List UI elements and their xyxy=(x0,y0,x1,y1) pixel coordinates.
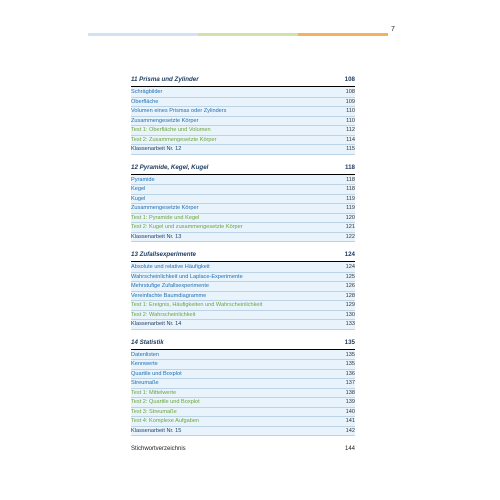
toc-entry-title: Pyramide xyxy=(131,176,155,183)
toc-entry-page: 118 xyxy=(346,176,355,183)
chapter-page: 135 xyxy=(344,338,355,346)
toc-entry-title: Absolute und relative Häufigkeit xyxy=(131,264,210,271)
toc-entry-title: Zusammengesetzte Körper xyxy=(131,117,199,124)
toc-entry-page: 135 xyxy=(345,361,355,368)
toc-entry-page: 128 xyxy=(345,292,355,299)
toc-entry-page: 120 xyxy=(345,214,355,221)
toc-entry-page: 133 xyxy=(345,321,355,328)
index-entry[interactable] xyxy=(131,446,355,452)
chapter-entries xyxy=(131,175,355,243)
toc-entry-page: 110 xyxy=(346,117,355,124)
chapter-title: 13 Zufallsexperimente xyxy=(131,251,196,258)
toc-entry-title: Wahrscheinlichkeit und Laplace-Experimente xyxy=(131,273,243,280)
toc-entry[interactable] xyxy=(131,427,355,437)
toc-entry-page: 121 xyxy=(345,224,355,231)
toc-entry-title: Test 3: Streumaße xyxy=(131,408,177,415)
toc-entry-title: Mehrstufige Zufallsexperimente xyxy=(131,283,210,290)
toc-entry[interactable] xyxy=(131,351,355,361)
toc-entry-page: 114 xyxy=(346,136,355,143)
toc-entry-title: Klassenarbeit Nr. 14 xyxy=(131,321,182,328)
chapter-entries xyxy=(131,350,355,437)
toc-entry[interactable] xyxy=(131,176,355,186)
toc-entry-title: Schrägbilder xyxy=(131,89,163,96)
toc-entry[interactable] xyxy=(131,311,355,321)
toc-entry-page: 126 xyxy=(345,283,355,290)
toc-entry-title: Kennwerte xyxy=(131,361,158,368)
header-color-bar xyxy=(88,33,388,36)
toc-chapter xyxy=(131,73,355,155)
toc-entry[interactable] xyxy=(131,185,355,195)
index-page: 144 xyxy=(344,446,355,452)
toc-entry-title: Zusammengesetzte Körper xyxy=(131,205,199,212)
toc-chapter xyxy=(131,161,355,243)
table-of-contents xyxy=(131,73,355,452)
toc-entry-title: Test 1: Mittelwerte xyxy=(131,389,177,396)
toc-entry-page: 119 xyxy=(346,195,355,202)
toc-entry[interactable] xyxy=(131,301,355,311)
toc-entry-title: Kegel xyxy=(131,186,146,193)
toc-entry-title: Test 4: Komplexe Aufgaben xyxy=(131,418,200,425)
toc-entry-title: Test 1: Ereignis, Häufigkeiten und Wahrscheinlichkeit xyxy=(131,302,263,309)
toc-entry[interactable] xyxy=(131,117,355,127)
toc-chapter xyxy=(131,336,355,437)
toc-entry-page: 136 xyxy=(345,370,355,377)
toc-entry-page: 108 xyxy=(345,89,355,96)
toc-entry-title: Volumen eines Prismas oder Zylinders xyxy=(131,108,227,115)
toc-entry[interactable] xyxy=(131,88,355,98)
toc-entry-title: Streumaße xyxy=(131,380,159,387)
toc-entry-title: Test 1: Pyramide und Kegel xyxy=(131,214,200,221)
toc-entry-page: 142 xyxy=(345,427,355,434)
toc-entry-page: 139 xyxy=(345,399,355,406)
chapter-title: 12 Pyramide, Kegel, Kugel xyxy=(131,163,209,171)
toc-entry[interactable] xyxy=(131,107,355,117)
toc-entry-page: 135 xyxy=(345,351,355,358)
chapter-heading[interactable] xyxy=(131,161,355,175)
toc-entry-page: 125 xyxy=(345,273,355,280)
toc-entry[interactable] xyxy=(131,273,355,283)
chapter-page: 124 xyxy=(344,251,355,258)
toc-entry[interactable] xyxy=(131,204,355,214)
toc-entry-page: 137 xyxy=(345,380,355,387)
chapter-page: 108 xyxy=(344,76,355,83)
toc-entry[interactable] xyxy=(131,389,355,399)
chapter-heading[interactable] xyxy=(131,73,355,87)
toc-entry[interactable] xyxy=(131,195,355,205)
toc-entry[interactable] xyxy=(131,126,355,136)
toc-entry-title: Datenlisten xyxy=(131,351,159,358)
toc-entry-page: 109 xyxy=(345,98,355,105)
toc-entry-title: Test 2: Zusammengesetzte Körper xyxy=(131,136,217,143)
toc-entry-title: Test 2: Quartile und Boxplot xyxy=(131,399,200,406)
toc-entry[interactable] xyxy=(131,98,355,108)
toc-entry[interactable] xyxy=(131,145,355,155)
page-number: 7 xyxy=(391,26,395,33)
toc-entry-page: 138 xyxy=(345,389,355,396)
chapter-heading[interactable] xyxy=(131,336,355,350)
toc-entry-page: 119 xyxy=(346,205,355,212)
toc-entry-page: 141 xyxy=(345,418,355,425)
toc-entry[interactable] xyxy=(131,223,355,233)
toc-entry[interactable] xyxy=(131,408,355,418)
chapter-entries xyxy=(131,262,355,330)
toc-entry[interactable] xyxy=(131,360,355,370)
toc-entry-title: Oberfläche xyxy=(131,98,159,105)
toc-entry-page: 130 xyxy=(345,311,355,318)
index-title: Stichwortverzeichnis xyxy=(131,446,186,452)
toc-entry-title: Klassenarbeit Nr. 13 xyxy=(131,233,182,240)
toc-entry[interactable] xyxy=(131,417,355,427)
chapter-page: 118 xyxy=(345,163,355,171)
toc-entry[interactable] xyxy=(131,282,355,292)
toc-entry-title: Kugel xyxy=(131,195,146,202)
chapter-entries xyxy=(131,87,355,155)
toc-entry-page: 118 xyxy=(346,186,355,193)
toc-entry[interactable] xyxy=(131,398,355,408)
toc-entry-title: Vereinfachte Baumdiagramme xyxy=(131,292,207,299)
toc-entry-page: 110 xyxy=(346,108,355,115)
toc-entry-title: Test 2: Wahrscheinlichkeit xyxy=(131,311,196,318)
toc-entry-title: Test 2: Kugel und zusammengesetzte Körper xyxy=(131,224,243,231)
header-bar-green-segment xyxy=(198,33,298,36)
toc-entry[interactable] xyxy=(131,370,355,380)
toc-entry[interactable] xyxy=(131,214,355,224)
toc-chapter xyxy=(131,248,355,330)
toc-entry-page: 122 xyxy=(345,233,355,240)
toc-entry-page: 115 xyxy=(346,146,355,153)
toc-entry[interactable] xyxy=(131,292,355,302)
chapter-title: 14 Statistik xyxy=(131,338,164,346)
toc-entry-title: Quartile und Boxplot xyxy=(131,370,182,377)
toc-entry-page: 112 xyxy=(346,127,355,134)
toc-entry-page: 140 xyxy=(345,408,355,415)
toc-entry-title: Klassenarbeit Nr. 15 xyxy=(131,427,182,434)
toc-entry-title: Test 1: Oberfläche und Volumen xyxy=(131,127,211,134)
toc-entry[interactable] xyxy=(131,320,355,330)
toc-entry[interactable] xyxy=(131,379,355,389)
toc-entry-page: 124 xyxy=(345,264,355,271)
toc-entry-title: Klassenarbeit Nr. 12 xyxy=(131,146,182,153)
header-bar-orange-segment xyxy=(298,33,388,36)
chapter-title: 11 Prisma und Zylinder xyxy=(131,76,199,83)
header-bar-blue-segment xyxy=(88,33,198,36)
toc-entry[interactable] xyxy=(131,136,355,146)
toc-entry-page: 129 xyxy=(345,302,355,309)
toc-entry[interactable] xyxy=(131,263,355,273)
chapter-heading[interactable] xyxy=(131,248,355,262)
toc-entry[interactable] xyxy=(131,233,355,243)
